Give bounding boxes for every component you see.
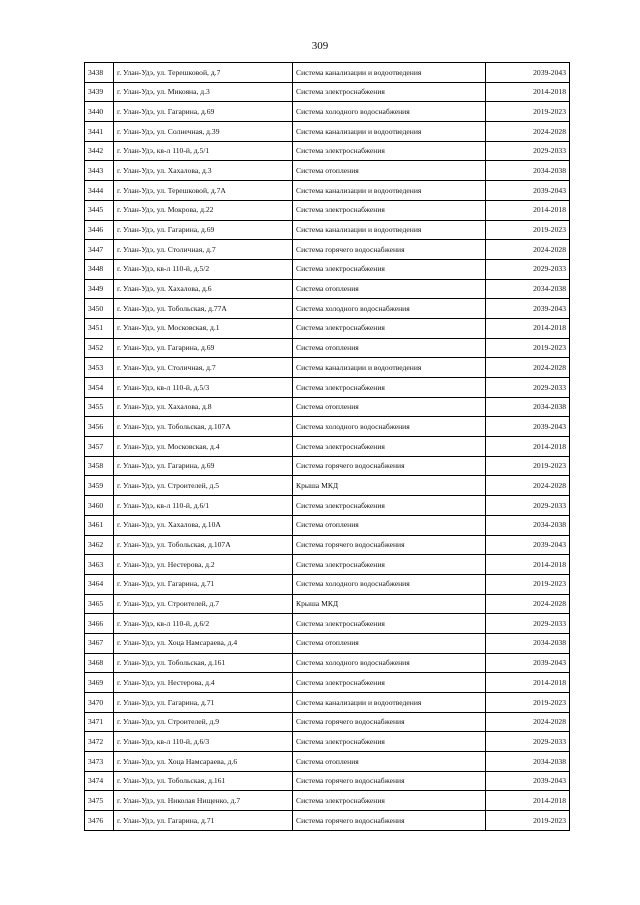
- system-cell: Система электроснабжения: [293, 378, 486, 398]
- row-number-cell: 3467: [85, 633, 114, 653]
- table-row: [85, 673, 570, 693]
- row-number-cell: 3473: [85, 752, 114, 772]
- row-number-cell: 3463: [85, 555, 114, 575]
- address-cell: г. Улан-Удэ, ул. Тобольская, д.77А: [114, 299, 293, 319]
- table-row: [85, 614, 570, 634]
- address-cell: г. Улан-Удэ, ул. Хахалова, д.3: [114, 161, 293, 181]
- address-cell: г. Улан-Удэ, ул. Хахалова, д.6: [114, 279, 293, 299]
- page-number: 309: [311, 40, 329, 52]
- address-cell: г. Улан-Удэ, ул. Тобольская, д.107А: [114, 417, 293, 437]
- system-cell: Система канализации и водоотведения: [293, 181, 486, 201]
- row-number-cell: 3443: [85, 161, 114, 181]
- row-number-cell: 3452: [85, 338, 114, 358]
- address-cell: г. Улан-Удэ, ул. Строителей, д.9: [114, 712, 293, 732]
- address-cell: г. Улан-Удэ, ул. Гагарина, д.71: [114, 811, 293, 831]
- row-number-cell: 3460: [85, 496, 114, 516]
- system-cell: Система электроснабжения: [293, 673, 486, 693]
- row-number-cell: 3475: [85, 791, 114, 811]
- table-row: [85, 633, 570, 653]
- row-number-cell: 3446: [85, 220, 114, 240]
- table-row: [85, 63, 570, 83]
- period-cell: 2034-2038: [486, 279, 570, 299]
- system-cell: Система канализации и водоотведения: [293, 63, 486, 83]
- period-cell: 2019-2023: [486, 102, 570, 122]
- address-cell: г. Улан-Удэ, ул. Строителей, д.5: [114, 476, 293, 496]
- table-row: [85, 122, 570, 142]
- table-row: [85, 358, 570, 378]
- period-cell: 2024-2028: [486, 712, 570, 732]
- period-cell: 2029-2033: [486, 614, 570, 634]
- address-cell: г. Улан-Удэ, кв-л 110-й, д.6/2: [114, 614, 293, 634]
- row-number-cell: 3465: [85, 594, 114, 614]
- system-cell: Система горячего водоснабжения: [293, 456, 486, 476]
- system-cell: Система электроснабжения: [293, 555, 486, 575]
- system-cell: Система электроснабжения: [293, 82, 486, 102]
- period-cell: 2014-2018: [486, 437, 570, 457]
- system-cell: Система отопления: [293, 338, 486, 358]
- registry-table: [84, 62, 570, 831]
- period-cell: 2019-2023: [486, 456, 570, 476]
- row-number-cell: 3451: [85, 318, 114, 338]
- address-cell: г. Улан-Удэ, ул. Тобольская, д.107А: [114, 535, 293, 555]
- row-number-cell: 3459: [85, 476, 114, 496]
- period-cell: 2024-2028: [486, 476, 570, 496]
- period-cell: 2039-2043: [486, 771, 570, 791]
- system-cell: Система электроснабжения: [293, 614, 486, 634]
- period-cell: 2039-2043: [486, 63, 570, 83]
- table-row: [85, 732, 570, 752]
- table-row: [85, 200, 570, 220]
- period-cell: 2029-2033: [486, 732, 570, 752]
- table-row: [85, 535, 570, 555]
- address-cell: г. Улан-Удэ, ул. Гагарина, д.71: [114, 574, 293, 594]
- row-number-cell: 3449: [85, 279, 114, 299]
- table-row: [85, 476, 570, 496]
- row-number-cell: 3471: [85, 712, 114, 732]
- table-row: [85, 220, 570, 240]
- period-cell: 2029-2033: [486, 496, 570, 516]
- table-row: [85, 456, 570, 476]
- system-cell: Крыша МКД: [293, 476, 486, 496]
- period-cell: 2014-2018: [486, 673, 570, 693]
- row-number-cell: 3438: [85, 63, 114, 83]
- row-number-cell: 3448: [85, 259, 114, 279]
- row-number-cell: 3453: [85, 358, 114, 378]
- period-cell: 2034-2038: [486, 633, 570, 653]
- period-cell: 2039-2043: [486, 653, 570, 673]
- row-number-cell: 3470: [85, 693, 114, 713]
- system-cell: Система холодного водоснабжения: [293, 299, 486, 319]
- system-cell: Система отопления: [293, 633, 486, 653]
- period-cell: 2039-2043: [486, 535, 570, 555]
- row-number-cell: 3469: [85, 673, 114, 693]
- system-cell: Система электроснабжения: [293, 437, 486, 457]
- table-row: [85, 338, 570, 358]
- system-cell: Система электроснабжения: [293, 141, 486, 161]
- address-cell: г. Улан-Удэ, ул. Нестерова, д.2: [114, 555, 293, 575]
- registry-table-body: [85, 63, 570, 831]
- system-cell: Система горячего водоснабжения: [293, 535, 486, 555]
- period-cell: 2034-2038: [486, 397, 570, 417]
- row-number-cell: 3468: [85, 653, 114, 673]
- row-number-cell: 3474: [85, 771, 114, 791]
- address-cell: г. Улан-Удэ, ул. Тобольская, д.161: [114, 653, 293, 673]
- address-cell: г. Улан-Удэ, ул. Хахалова, д.8: [114, 397, 293, 417]
- address-cell: г. Улан-Удэ, кв-л 110-й, д.5/2: [114, 259, 293, 279]
- table-row: [85, 515, 570, 535]
- table-row: [85, 102, 570, 122]
- address-cell: г. Улан-Удэ, ул. Столичная, д.7: [114, 240, 293, 260]
- address-cell: г. Улан-Удэ, ул. Хоца Намсараева, д.4: [114, 633, 293, 653]
- address-cell: г. Улан-Удэ, ул. Гагарина, д.69: [114, 456, 293, 476]
- system-cell: Крыша МКД: [293, 594, 486, 614]
- row-number-cell: 3450: [85, 299, 114, 319]
- system-cell: Система канализации и водоотведения: [293, 693, 486, 713]
- address-cell: г. Улан-Удэ, ул. Хоца Намсараева, д.6: [114, 752, 293, 772]
- system-cell: Система горячего водоснабжения: [293, 771, 486, 791]
- address-cell: г. Улан-Удэ, ул. Нестерова, д.4: [114, 673, 293, 693]
- address-cell: г. Улан-Удэ, ул. Гагарина, д.69: [114, 102, 293, 122]
- period-cell: 2019-2023: [486, 338, 570, 358]
- row-number-cell: 3461: [85, 515, 114, 535]
- table-row: [85, 574, 570, 594]
- table-row: [85, 752, 570, 772]
- table-row: [85, 437, 570, 457]
- period-cell: 2024-2028: [486, 122, 570, 142]
- system-cell: Система канализации и водоотведения: [293, 122, 486, 142]
- address-cell: г. Улан-Удэ, ул. Гагарина, д.71: [114, 693, 293, 713]
- table-row: [85, 771, 570, 791]
- period-cell: 2024-2028: [486, 594, 570, 614]
- period-cell: 2019-2023: [486, 811, 570, 831]
- system-cell: Система холодного водоснабжения: [293, 574, 486, 594]
- row-number-cell: 3454: [85, 378, 114, 398]
- period-cell: 2029-2033: [486, 378, 570, 398]
- table-row: [85, 259, 570, 279]
- period-cell: 2039-2043: [486, 181, 570, 201]
- table-row: [85, 161, 570, 181]
- period-cell: 2024-2028: [486, 240, 570, 260]
- row-number-cell: 3464: [85, 574, 114, 594]
- period-cell: 2014-2018: [486, 82, 570, 102]
- row-number-cell: 3442: [85, 141, 114, 161]
- address-cell: г. Улан-Удэ, ул. Московская, д.1: [114, 318, 293, 338]
- system-cell: Система канализации и водоотведения: [293, 358, 486, 378]
- system-cell: Система электроснабжения: [293, 318, 486, 338]
- table-row: [85, 378, 570, 398]
- address-cell: г. Улан-Удэ, ул. Столичная, д.7: [114, 358, 293, 378]
- row-number-cell: 3462: [85, 535, 114, 555]
- system-cell: Система отопления: [293, 397, 486, 417]
- address-cell: г. Улан-Удэ, ул. Солнечная, д.39: [114, 122, 293, 142]
- system-cell: Система холодного водоснабжения: [293, 417, 486, 437]
- address-cell: г. Улан-Удэ, ул. Терешковой, д.7: [114, 63, 293, 83]
- period-cell: 2014-2018: [486, 555, 570, 575]
- row-number-cell: 3439: [85, 82, 114, 102]
- system-cell: Система отопления: [293, 752, 486, 772]
- address-cell: г. Улан-Удэ, ул. Микояна, д.3: [114, 82, 293, 102]
- period-cell: 2034-2038: [486, 161, 570, 181]
- address-cell: г. Улан-Удэ, ул. Терешковой, д.7А: [114, 181, 293, 201]
- system-cell: Система канализации и водоотведения: [293, 220, 486, 240]
- system-cell: Система холодного водоснабжения: [293, 653, 486, 673]
- system-cell: Система электроснабжения: [293, 200, 486, 220]
- period-cell: 2014-2018: [486, 791, 570, 811]
- system-cell: Система электроснабжения: [293, 732, 486, 752]
- address-cell: г. Улан-Удэ, кв-л 110-й, д.6/1: [114, 496, 293, 516]
- table-row: [85, 299, 570, 319]
- period-cell: 2019-2023: [486, 574, 570, 594]
- period-cell: 2014-2018: [486, 200, 570, 220]
- period-cell: 2019-2023: [486, 693, 570, 713]
- table-row: [85, 791, 570, 811]
- system-cell: Система отопления: [293, 161, 486, 181]
- period-cell: 2034-2038: [486, 752, 570, 772]
- table-row: [85, 555, 570, 575]
- address-cell: г. Улан-Удэ, ул. Московская, д.4: [114, 437, 293, 457]
- row-number-cell: 3476: [85, 811, 114, 831]
- row-number-cell: 3472: [85, 732, 114, 752]
- system-cell: Система электроснабжения: [293, 496, 486, 516]
- system-cell: Система электроснабжения: [293, 259, 486, 279]
- address-cell: г. Улан-Удэ, ул. Николая Нищенко, д.7: [114, 791, 293, 811]
- system-cell: Система горячего водоснабжения: [293, 712, 486, 732]
- period-cell: 2039-2043: [486, 299, 570, 319]
- table-row: [85, 594, 570, 614]
- table-row: [85, 712, 570, 732]
- address-cell: г. Улан-Удэ, кв-л 110-й, д.5/1: [114, 141, 293, 161]
- table-row: [85, 397, 570, 417]
- address-cell: г. Улан-Удэ, кв-л 110-й, д.5/3: [114, 378, 293, 398]
- table-row: [85, 181, 570, 201]
- row-number-cell: 3457: [85, 437, 114, 457]
- address-cell: г. Улан-Удэ, ул. Хахалова, д.10А: [114, 515, 293, 535]
- system-cell: Система холодного водоснабжения: [293, 102, 486, 122]
- row-number-cell: 3456: [85, 417, 114, 437]
- table-row: [85, 279, 570, 299]
- period-cell: 2029-2033: [486, 141, 570, 161]
- table-row: [85, 82, 570, 102]
- system-cell: Система горячего водоснабжения: [293, 240, 486, 260]
- system-cell: Система отопления: [293, 279, 486, 299]
- address-cell: г. Улан-Удэ, ул. Гагарина, д.69: [114, 338, 293, 358]
- period-cell: 2014-2018: [486, 318, 570, 338]
- table-row: [85, 318, 570, 338]
- system-cell: Система электроснабжения: [293, 791, 486, 811]
- row-number-cell: 3441: [85, 122, 114, 142]
- address-cell: г. Улан-Удэ, ул. Строителей, д.7: [114, 594, 293, 614]
- address-cell: г. Улан-Удэ, ул. Мокрова, д.22: [114, 200, 293, 220]
- row-number-cell: 3458: [85, 456, 114, 476]
- address-cell: г. Улан-Удэ, ул. Гагарина, д.69: [114, 220, 293, 240]
- system-cell: Система горячего водоснабжения: [293, 811, 486, 831]
- table-row: [85, 693, 570, 713]
- table-row: [85, 811, 570, 831]
- row-number-cell: 3466: [85, 614, 114, 634]
- system-cell: Система отопления: [293, 515, 486, 535]
- table-row: [85, 653, 570, 673]
- table-row: [85, 141, 570, 161]
- table-row: [85, 417, 570, 437]
- table-row: [85, 240, 570, 260]
- row-number-cell: 3440: [85, 102, 114, 122]
- period-cell: 2019-2023: [486, 220, 570, 240]
- period-cell: 2029-2033: [486, 259, 570, 279]
- table-row: [85, 496, 570, 516]
- address-cell: г. Улан-Удэ, ул. Тобольская, д.161: [114, 771, 293, 791]
- row-number-cell: 3445: [85, 200, 114, 220]
- row-number-cell: 3444: [85, 181, 114, 201]
- period-cell: 2034-2038: [486, 515, 570, 535]
- row-number-cell: 3455: [85, 397, 114, 417]
- period-cell: 2039-2043: [486, 417, 570, 437]
- row-number-cell: 3447: [85, 240, 114, 260]
- period-cell: 2024-2028: [486, 358, 570, 378]
- address-cell: г. Улан-Удэ, кв-л 110-й, д.6/3: [114, 732, 293, 752]
